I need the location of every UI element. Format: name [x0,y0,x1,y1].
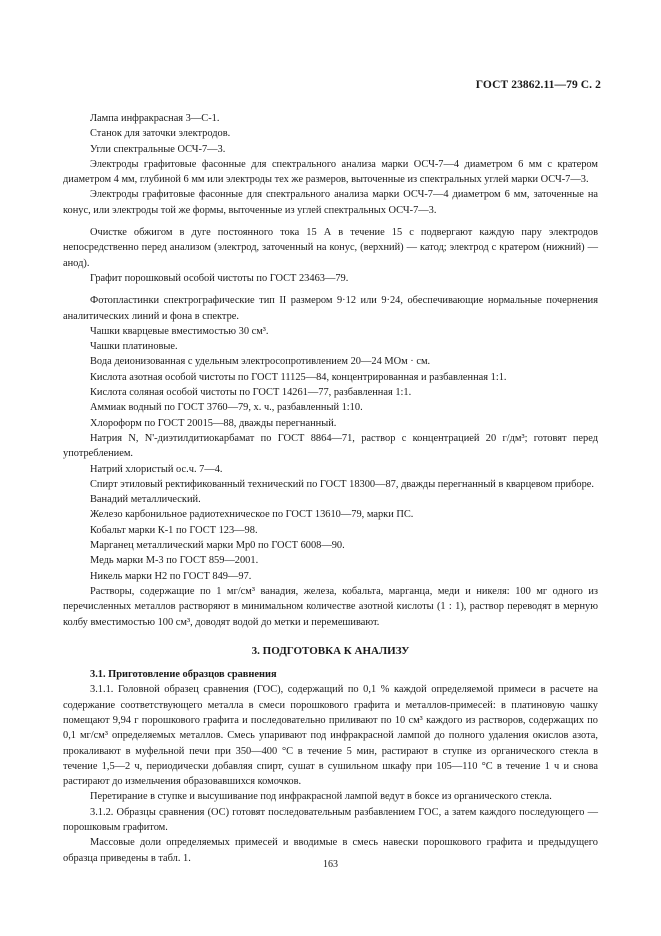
material-item: Спирт этиловый ректификованный технический по ГОСТ 18300—87, дважды перегнанный в кварцевом приборе. [90,478,594,490]
material-item: Аммиак водный по ГОСТ 3760—79, х. ч., разбавленный 1:10. [90,402,363,414]
material-item: Натрия N, N'-диэтилдитиокарбамат по ГОСТ 8864—71, раствор с концентрацией 20 г/дм³; готовят перед употреблением. [63,432,598,460]
subsection-title: 3.1. Приготовление образцов сравнения [90,669,277,681]
material-item: Медь марки М-3 по ГОСТ 859—2001. [90,555,259,567]
material-item: Никель марки Н2 по ГОСТ 849—97. [90,570,252,582]
material-item: Электроды графитовые фасонные для спектрального анализа марки ОСЧ-7—4 диаметром 6 мм, заточенные на конус, или электроды той же формы, выточенные из углей спектральных ОСЧ-7—3. [63,189,598,216]
material-item: Чашки платиновые. [90,341,178,353]
material-item: Чашки кварцевые вместимостью 30 см³. [90,325,269,337]
section-paragraph: 3.1.2. Образцы сравнения (ОС) готовят последовательным разбавлением ГОС, а затем каждого последующего — порошковым графитом. [63,806,598,834]
material-item: Марганец металлический марки Мр0 по ГОСТ 6008—90. [90,540,345,552]
material-item: Станок для заточки электродов. [90,128,231,140]
material-item: Ванадий металлический. [90,494,201,506]
material-item: Натрий хлористый ос.ч. 7—4. [90,463,223,475]
material-item: Угли спектральные ОСЧ-7—3. [90,143,226,155]
material-item: Электроды графитовые фасонные для спектрального анализа марки ОСЧ-7—4 диаметром 6 мм с кратером диаметром 4 мм, глубиной 6 мм или электроды тех же размеров, выточенные из спектральных углей марки ОСЧ-7—3. [63,158,598,186]
page-header: ГОСТ 23862.11—79 С. 2 [475,79,601,91]
page-content [63,111,598,866]
section-title: 3. ПОДГОТОВКА К АНАЛИЗУ [251,644,410,657]
page-number: 163 [323,859,338,870]
subsection-paragraph [63,667,598,682]
material-item: Вода деионизованная с удельным электросопротивлением 20—24 МОм · см. [90,356,431,368]
material-item: Графит порошковый особой чистоты по ГОСТ 23463—79. [90,272,349,284]
section-paragraph: Массовые доли определяемых примесей и вводимые в смесь навески порошкового графита и предыдущего образца приведены в табл. 1. [63,837,598,864]
material-item: Хлороформ по ГОСТ 20015—88, дважды перегнанный. [90,417,337,429]
material-item: Кислота соляная особой чистоты по ГОСТ 14261—77, разбавленная 1:1. [90,387,412,399]
material-item: Кислота азотная особой чистоты по ГОСТ 11125—84, концентрированная и разбавленная 1:1. [90,371,507,383]
section-paragraph: 3.1.1. Головной образец сравнения (ГОС), содержащий по 0,1 % каждой определяемой примеси в расчете на содержание соответствующего металла в смеси порошкового графита и металлов-примесей: в платиновую чашку помещают 9,94 г порошкового графита и последовательно приливают по 10 см³ каждого из растворов, содержащих по 0,1 мг/см³ определяемых металлов. Смесь упаривают под инфракрасной лампой до полного удаления окислов азота, прокаливают в муфельной печи при 350—400 °С в течение 5 мин, растирают в ступке из органического стекла в течение 1,5—2 ч, периодически добавляя спирт, сушат в сушильном шкафу при 105—110 °С в течение 1 ч и снова растирают до измельчения образовавшихся комочков. [63,684,598,788]
material-item: Очистке обжигом в дуге постоянного тока 15 А в течение 15 с подвергают каждую пару электродов непосредственно перед анализом (электрод, заточенный на конус, (верхний) — катод; электрод с кратером (нижний) — анод). [63,227,598,269]
material-item: Фотопластинки спектрографические тип II размером 9·12 или 9·24, обеспечивающие нормальные почернения аналитических линий и фона в спектре. [63,295,598,322]
material-item: Железо карбонильное радиотехническое по ГОСТ 13610—79, марки ПС. [90,509,414,521]
material-item: Растворы, содержащие по 1 мг/см³ ванадия, железа, кобальта, марганца, меди и никеля: 100 мг одного из перечисленных металлов растворяют в минимальном количестве азотной кислоты (1 : 1), раствор переводят в мерную колбу вместимостью 100 см³, доводят водой до метки и перемешивают. [63,585,598,628]
material-item: Лампа инфракрасная 3—С-1. [90,113,220,124]
material-item: Кобальт марки К-1 по ГОСТ 123—98. [90,524,258,536]
section-paragraph: Перетирание в ступке и высушивание под инфракрасной лампой ведут в боксе из органического стекла. [90,791,552,803]
